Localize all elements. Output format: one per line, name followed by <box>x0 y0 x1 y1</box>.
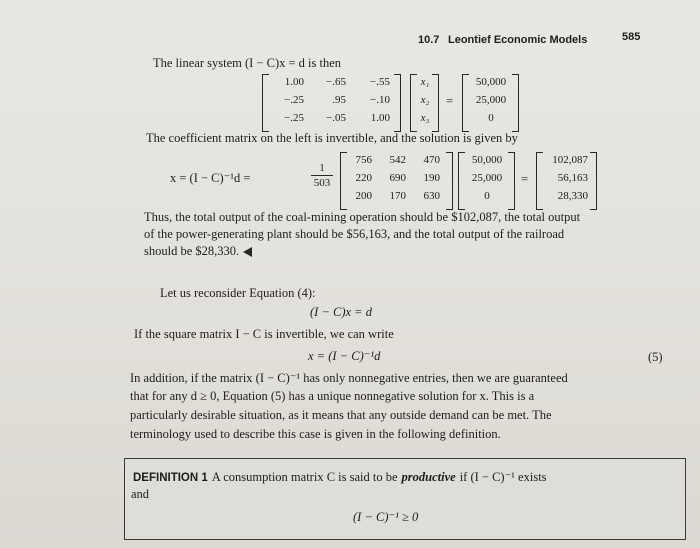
matrix-cell: .95 <box>332 94 346 106</box>
invertible-text: The coefficient matrix on the left is invertible, and the solution is given by <box>146 131 518 145</box>
matrix-cell: 630 <box>423 190 440 202</box>
system-intro-text: The linear system (I − C)x = d is then <box>153 56 342 70</box>
d-vector-entry: 50,000 <box>471 154 503 166</box>
matrix-cell: −.10 <box>370 94 390 106</box>
section-title: Leontief Economic Models <box>448 34 588 46</box>
paragraph-line: of the power-generating plant should be $56,163, and the total output of the railroad <box>144 227 565 241</box>
matrix-cell: 470 <box>423 154 440 166</box>
matrix-cell: 1.00 <box>370 112 390 124</box>
paragraph-line <box>144 244 252 259</box>
definition-line2: and <box>131 487 150 501</box>
reconsider-text: Let us reconsider Equation (4): <box>160 286 316 300</box>
definition-text-after: if (I − C)⁻¹ exists <box>459 470 547 484</box>
result-entry: 56,163 <box>557 172 588 184</box>
paragraph-line: terminology used to describe this case is given in the following definition. <box>130 427 501 441</box>
result-entry: 102,087 <box>552 154 588 166</box>
d-vector-entry: 25,000 <box>475 94 507 106</box>
equation-4: (I − C)x = d <box>310 305 372 319</box>
matrix-cell: 190 <box>423 172 440 184</box>
d-vector-entry: 0 <box>488 112 494 124</box>
definition-label: DEFINITION 1 <box>133 472 208 484</box>
matrix-cell: −.65 <box>326 76 346 88</box>
matrix-cell: 200 <box>355 190 372 202</box>
matrix-cell: −.55 <box>370 76 390 88</box>
definition-formula: (I − C)⁻¹ ≥ 0 <box>353 510 419 524</box>
page-number: 585 <box>622 31 641 43</box>
d-vector-entry: 50,000 <box>475 76 507 88</box>
x-vector-entry: x₂ <box>420 94 430 106</box>
section-number: 10.7 <box>418 34 440 46</box>
equation-5: x = (I − C)⁻¹d <box>308 349 381 363</box>
paragraph-text: should be $28,330. <box>144 244 240 258</box>
matrix-cell: 756 <box>355 154 372 166</box>
fraction-denominator: 503 <box>313 177 331 189</box>
paragraph-line: In addition, if the matrix (I − C)⁻¹ has only nonnegative entries, then we are guaranteed <box>130 371 568 385</box>
solution-lhs: x = (I − C)⁻¹d = <box>170 171 251 185</box>
square-matrix-text: If the square matrix I − C is invertible, we can write <box>134 327 394 341</box>
matrix-cell: −.25 <box>284 112 304 124</box>
paragraph-line: that for any d ≥ 0, Equation (5) has a unique nonnegative solution for x. This is a <box>130 389 535 403</box>
fraction <box>311 162 333 189</box>
equals-sign: = <box>446 94 454 108</box>
equation-5-label: (5) <box>648 350 663 364</box>
d-vector-entry: 25,000 <box>471 172 503 184</box>
x-vector-entry: x₃ <box>420 112 430 124</box>
result-entry: 28,330 <box>557 190 588 202</box>
paragraph-line: particularly desirable situation, as it means that any outside demand can be met. The <box>130 408 552 422</box>
x-vector-entry: x₁ <box>420 76 430 88</box>
fraction-numerator: 1 <box>319 162 325 174</box>
matrix-cell: −.05 <box>326 112 346 124</box>
definition-text: A consumption matrix C is said to be <box>211 470 398 484</box>
matrix-cell: 170 <box>389 190 406 202</box>
end-of-example-icon <box>243 247 252 257</box>
definition-box <box>124 458 686 540</box>
matrix-cell: 220 <box>355 172 372 184</box>
matrix-cell: 1.00 <box>284 76 304 88</box>
d-vector-entry: 0 <box>484 190 490 202</box>
definition-term: productive <box>401 470 456 484</box>
equals-sign: = <box>521 172 529 186</box>
matrix-cell: 690 <box>389 172 406 184</box>
paragraph-line: Thus, the total output of the coal-mining operation should be $102,087, the total output <box>144 210 581 224</box>
matrix-cell: −.25 <box>284 94 304 106</box>
matrix-cell: 542 <box>389 154 406 166</box>
